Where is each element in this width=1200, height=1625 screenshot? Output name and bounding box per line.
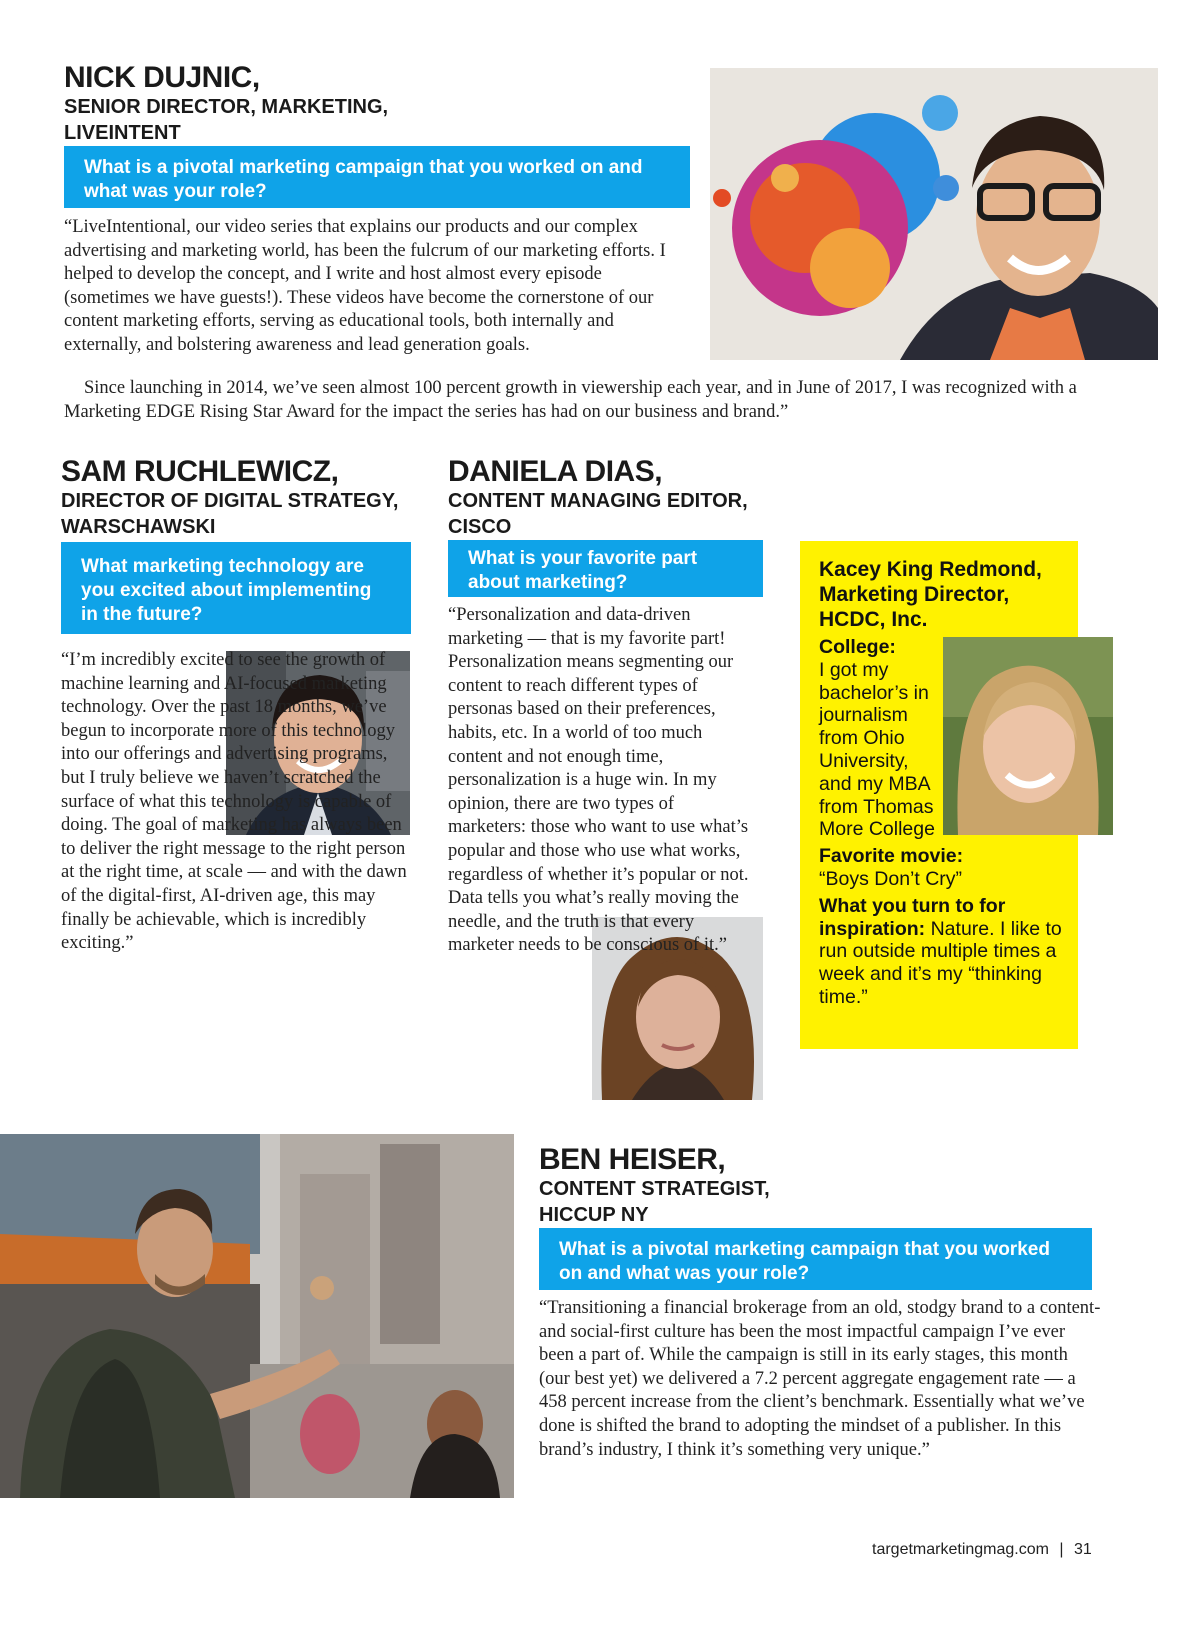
sam-title-line-1: DIRECTOR OF DIGITAL STRATEGY, [61,490,399,512]
nick-answer-paragraph-2: Since launching in 2014, we’ve seen almost 100 percent growth in viewership each year, and in June of 2017, I was recognized with a Marketing EDGE Rising Star Award for the impact the series has had on our business and brand.” [64,378,1077,422]
nick-title-line-1: SENIOR DIRECTOR, MARKETING, [64,96,389,118]
nick-question-box: What is a pivotal marketing campaign that you worked on and what was your role? [64,146,690,208]
ben-street-photo [0,1134,514,1498]
ben-header [539,1144,1099,1228]
sam-name: SAM RUCHLEWICZ, [61,455,339,488]
kacey-movie [819,845,1066,891]
daniela-answer [448,604,768,958]
daniela-question-box: What is your favorite part about marketing? [448,540,763,597]
sam-answer-text: “I’m incredibly excited to see the growth of machine learning and AI-focused marketing technology. Over the past 18 months, we’ve begun to incorporate more of this technology into our offerings and advertising programs, but I truly believe we haven’t scratched the surface of what this technology is capable of doing. The goal of marketing has always been to deliver the right message to the right person at the right time, at scale — and with the dawn of the digital-first, AI-driven age, this may finally be achievable, which is incredibly exciting.” [61,650,407,954]
kacey-name: Kacey King Redmond, [819,558,1042,581]
nick-answer-cont [64,377,1124,424]
ben-title-line-1: CONTENT STRATEGIST, [539,1178,770,1200]
nick-answer [64,216,690,358]
kacey-inspiration-label: What you turn to for inspiration: [819,894,1006,940]
nick-name: NICK DUJNIC, [64,61,260,94]
daniela-answer-text: “Personalization and data-driven marketing — that is my favorite part! Personalization means segmenting our content to reach different types of personas based on their preferences, habits, etc. In a world of too much content and not enough time, personalization is a huge win. In my opinion, there are two types of marketers: those who want to use what’s popular and those who use what works, regardless of whether it’s popular or not. Data tells you what’s really moving the needle, and the truth is that every marketer needs to be conscious of it.” [448,605,749,956]
kacey-college-text: I got my bachelor’s in journalism from Ohio University, and my MBA from Thomas More College [819,658,935,841]
ben-name: BEN HEISER, [539,1143,726,1176]
daniela-name: DANIELA DIAS, [448,455,663,488]
ben-answer-text: “Transitioning a financial brokerage from an old, stodgy brand to a content- and social-first culture has been the most impactful campaign I’ve ever been a part of. While the campaign is still in its early stages, this month (our best yet) we delivered a 7.2 percent aggregate engagement rate — a 458 percent increase from the client’s benchmark. Essentially what we’ve done is shifted the brand to adopting the mindset of a publisher. In this brand’s industry, I think it’s something very unique.” [539,1298,1101,1460]
kacey-college-label: College: [819,636,896,658]
daniela-title-line-2: CISCO [448,516,512,538]
nick-title-line-2: LIVEINTENT [64,122,181,144]
nick-answer-paragraph-1: “LiveIntentional, our video series that explains our products and our complex advertising and marketing world, has been the fulcrum of our marketing efforts. I helped to develop the concept, and I write and host almost every episode (sometimes we have guests!). These videos have become the cornerstone of our content marketing efforts, serving as educational tools, both internally and externally, and bolstering awareness and lead generation goals. [64,217,666,355]
kacey-company: HCDC, Inc. [819,608,928,631]
kacey-movie-label: Favorite movie: [819,845,964,868]
footer-separator: | [1059,1541,1064,1558]
footer-website[interactable]: targetmarketingmag.com [872,1541,1049,1558]
nick-header [64,62,684,146]
sam-title-line-2: WARSCHAWSKI [61,516,216,538]
kacey-movie-text: “Boys Don’t Cry” [819,867,963,890]
sam-answer [61,649,407,956]
nick-portrait-photo [710,68,1158,360]
kacey-sidebar [800,541,1078,1049]
sam-question-box: What marketing technology are you excited about implementing in the future? [61,542,411,634]
ben-title-line-2: HICCUP NY [539,1204,649,1226]
kacey-college [819,636,941,841]
ben-answer [539,1297,1101,1462]
daniela-header [448,456,788,540]
sam-header [61,456,421,540]
kacey-inspiration [819,895,1066,1009]
kacey-inspiration-text: Nature. I like to run outside multiple times a week and it’s my “thinking time.” [819,917,1062,1008]
kacey-portrait-photo [943,637,1113,835]
page-number: 31 [1074,1541,1092,1558]
daniela-title-line-1: CONTENT MANAGING EDITOR, [448,490,748,512]
page-footer [872,1541,1172,1559]
ben-question-box: What is a pivotal marketing campaign that you worked on and what was your role? [539,1228,1092,1290]
kacey-role: Marketing Director, [819,583,1010,606]
